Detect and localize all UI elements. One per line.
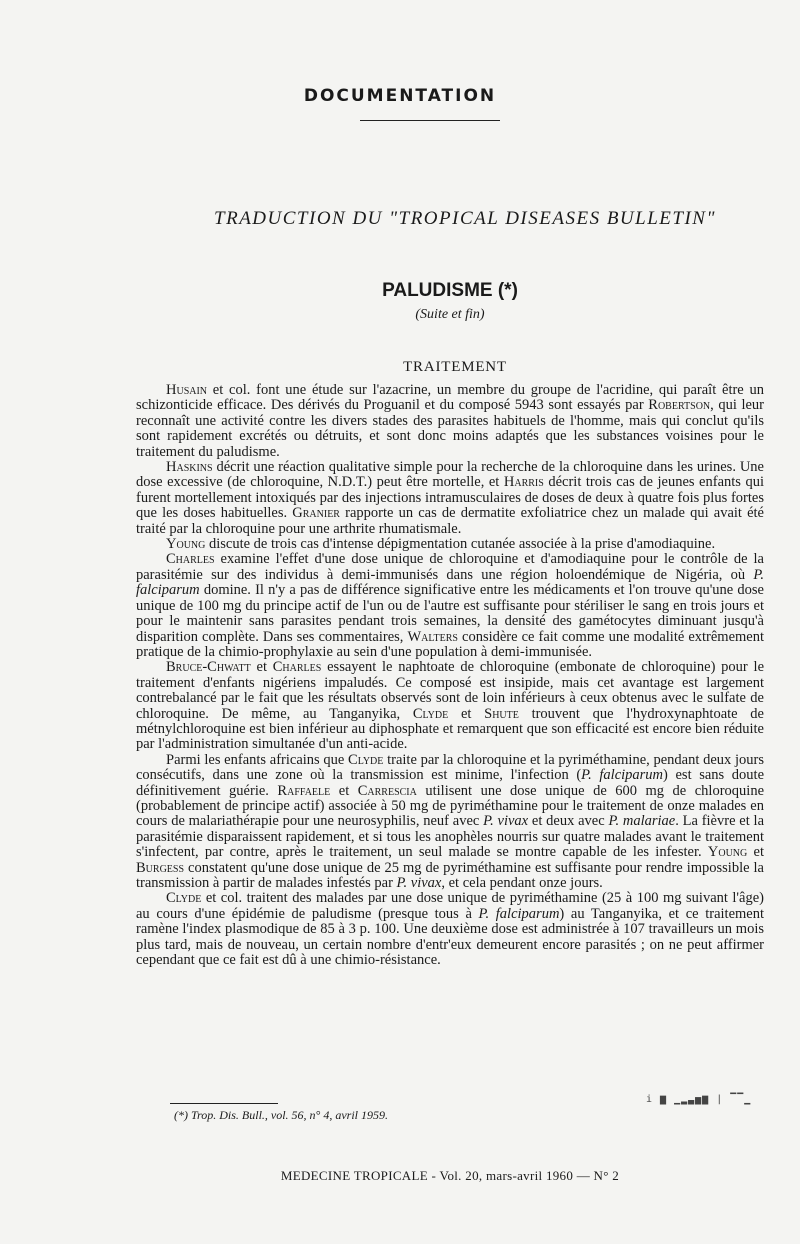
species-name: P. falciparum bbox=[136, 566, 764, 599]
author-name: Clyde bbox=[166, 890, 202, 907]
text-run: , qui leur reconnaît une activité contre les divers stades des parasites habituels de l'homme, mais qui conclut qu'ils sont rapidement excrétés ou détruits, et sont donc moins adaptés que les substances voisines pour le traitement du paludisme. bbox=[136, 397, 764, 460]
body-paragraph bbox=[136, 552, 764, 660]
author-name: Granier bbox=[292, 505, 340, 522]
text-run: utilisent une dose unique de 600 mg de chloroquine (probablement de principe actif) associée à 50 mg de pyriméthamine pour le traitement de onze malades en cours de malariathérapie pour une neurosyphilis, neuf avec bbox=[136, 782, 764, 830]
text-run: trouvent que l'hydroxynaphtoate de métnylchloroquine est bien inférieur au diphosphate et remarquent que son efficacité est encore bien réduite par l'administration simultanée d'un anti-acide. bbox=[136, 705, 764, 753]
species-name: P. falciparum bbox=[478, 905, 560, 922]
author-name: Harris bbox=[503, 474, 544, 491]
species-name: P. malariae bbox=[608, 813, 676, 830]
body-paragraph bbox=[136, 383, 764, 460]
text-run: et col. font une étude sur l'azacrine, un membre du groupe de l'acridine, qui paraît être un schizonticide efficace. Des dérivés du Proguanil et du composé 5943 sont essayés par bbox=[136, 382, 764, 414]
body-paragraph bbox=[136, 891, 764, 968]
journal-footer: MEDECINE TROPICALE - Vol. 20, mars-avril 1960 — N° 2 bbox=[280, 1168, 620, 1183]
author-name: Haskins bbox=[166, 459, 213, 476]
text-run: décrit une réaction qualitative simple pour la recherche de la chloroquine dans les urines. Une dose excessive (de chloroquine, N.D.T.) peut être mortelle, et bbox=[136, 459, 764, 491]
species-name: P. vivax bbox=[483, 813, 529, 830]
footnote: (*) Trop. Dis. Bull., vol. 56, n° 4, avril 1959. bbox=[174, 1108, 389, 1122]
section-banner: DOCUMENTATION bbox=[303, 86, 497, 106]
text-run: , et cela pendant onze jours. bbox=[441, 875, 603, 891]
author-name: Clyde bbox=[412, 705, 449, 722]
text-run: discute de trois cas d'intense dépigmentation cutanée associée à la prise d'amodiaquine. bbox=[205, 536, 716, 553]
archive-stamp: i ▆ ▁▂▃▅▆ | ▔▔▁ bbox=[646, 1094, 752, 1105]
author-name: Shute bbox=[484, 705, 519, 722]
author-name: Robertson bbox=[648, 397, 711, 414]
text-run: et bbox=[747, 844, 764, 861]
text-run: domine. Il n'y a pas de différence significative entre les médicaments et l'on trouve qu'une dose unique de 100 mg du principe actif de l'un ou de l'autre est suffisante pour stériliser le sang en trois jours et pour le maintenir sans parasites pendant trois semaines, la densité des gamétocytes diminuant jusqu'à disparition complète. Dans ses commentaires, bbox=[136, 582, 764, 645]
author-name: Burgess bbox=[136, 859, 185, 876]
text-run: et deux avec bbox=[528, 813, 609, 830]
section-heading: TRAITEMENT bbox=[403, 359, 507, 375]
text-run: ) au Tanganyika, et ce traitement ramène l'index plasmodique de 85 à 3 p. 100. Une deuxième dose est administrée à 107 travailleurs un mois plus tard, mais de nouveau, un certain nombre d'entr'eux demeurent encore parasités ; on ne peut affirmer cependant que ce fait est dû à une chimio-résistance. bbox=[136, 905, 764, 969]
text-run: ) est sans doute définitivement guérie. bbox=[136, 767, 765, 799]
article-body bbox=[136, 383, 764, 968]
author-name: Walters bbox=[407, 628, 458, 645]
text-run: . La fièvre et la parasitémie disparaissent rapidement, et si tous les anophèles nourris sur quatre malades avant le traitement s'infectent, par contre, après le traitement, un seul malade se montre capable de les infester. bbox=[136, 813, 765, 861]
text-run: et bbox=[250, 659, 273, 676]
text-run: rapporte un cas de dermatite exfoliatrice chez un malade qui avait été traité par la chloroquine pour une arthrite rhumatismale. bbox=[136, 505, 764, 537]
text-run: constatent qu'une dose unique de 25 mg de pyriméthamine est suffisante pour rendre impossible la transmission à partir de malades infestés par bbox=[136, 859, 764, 891]
text-run: et col. traitent des malades par une dose unique de pyriméthamine (25 à 100 mg suivant l'âge) au cours d'une épidémie de paludisme (presque tous à bbox=[136, 890, 764, 922]
text-run: essayent le naphtoate de chloroquine (embonate de chloroquine) pour le traitement d'enfants nigériens impaludés. Ce composé est insipide, mais cet avantage est largement contrebalancé par le fait que les résultats observés sont de loin inférieurs à ceux obtenus avec le sulfate de chloroquine. De même, au Tanganyika, bbox=[136, 659, 765, 722]
author-name: Raffaele bbox=[277, 782, 331, 799]
author-name: Young bbox=[707, 844, 748, 861]
author-name: Clyde bbox=[348, 751, 384, 768]
text-run: traite par la chloroquine et la pyriméthamine, pendant deux jours consécutifs, dans une zone où la transmission est minime, l'infection ( bbox=[136, 751, 764, 784]
article-continuation-note: (Suite et fin) bbox=[415, 307, 485, 322]
author-name: Husain bbox=[166, 382, 208, 398]
body-paragraph bbox=[136, 660, 764, 752]
text-run: Parmi les enfants africains que bbox=[166, 751, 349, 768]
text-run: et bbox=[448, 705, 485, 722]
text-run: décrit trois cas de jeunes enfants qui furent mortellement intoxiqués par des injections intramusculaires de doses de deux à quatre fois plus fortes que les doses habituelles. bbox=[136, 474, 764, 522]
body-paragraph bbox=[136, 537, 764, 552]
body-paragraph bbox=[136, 460, 764, 537]
author-name: Charles bbox=[272, 659, 322, 676]
article-title: PALUDISME (*) bbox=[382, 280, 518, 301]
article-subtitle: TRADUCTION DU "TROPICAL DISEASES BULLETIN" bbox=[214, 208, 716, 229]
text-run: et bbox=[330, 782, 358, 799]
author-name: Bruce-Chwatt bbox=[166, 659, 251, 676]
author-name: Young bbox=[166, 536, 206, 553]
body-paragraph bbox=[136, 753, 764, 892]
species-name: P. falciparum bbox=[581, 767, 664, 784]
species-name: P. vivax bbox=[396, 875, 442, 891]
text-run: examine l'effet d'une dose unique de chloroquine et d'amodiaquine pour le contrôle de la parasitémie sur des individus à demi-immunisés dans une région holoendémique de Nigéria, où bbox=[136, 551, 764, 583]
text-run: considère ce fait comme une modalité extrêmement pratique de la chimio-prophylaxie au sein d'une population à demi-immunisée. bbox=[136, 628, 764, 660]
author-name: Charles bbox=[166, 551, 215, 568]
banner-divider bbox=[360, 120, 500, 121]
footnote-divider bbox=[170, 1103, 278, 1104]
author-name: Carrescia bbox=[357, 782, 417, 799]
